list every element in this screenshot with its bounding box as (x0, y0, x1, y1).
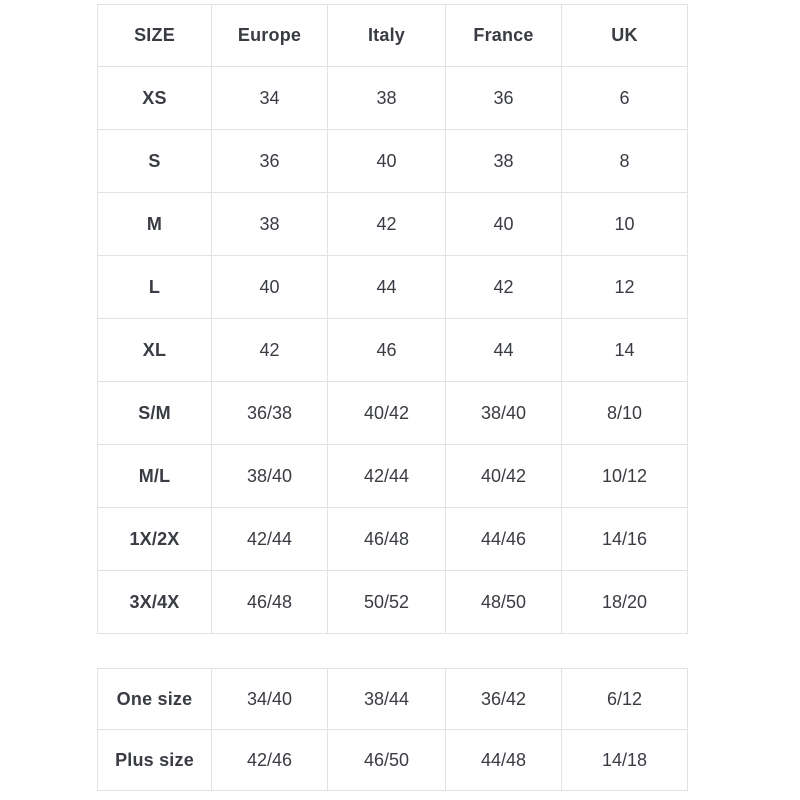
row-label: One size (98, 669, 212, 730)
size-cell: 34/40 (212, 669, 328, 730)
size-conversion-table (97, 4, 688, 634)
row-label: M (98, 193, 212, 256)
row-label: XL (98, 319, 212, 382)
size-cell: 42 (212, 319, 328, 382)
row-label: Plus size (98, 730, 212, 791)
size-cell: 40/42 (446, 445, 562, 508)
table-row (98, 730, 688, 791)
size-cell: 40/42 (328, 382, 446, 445)
table-row (98, 508, 688, 571)
size-cell: 34 (212, 67, 328, 130)
size-cell: 38 (328, 67, 446, 130)
row-label: M/L (98, 445, 212, 508)
size-cell: 42 (328, 193, 446, 256)
size-cell: 38/40 (212, 445, 328, 508)
size-cell: 10/12 (562, 445, 688, 508)
row-label: 3X/4X (98, 571, 212, 634)
column-header-europe: Europe (212, 5, 328, 67)
size-cell: 6/12 (562, 669, 688, 730)
size-cell: 36 (446, 67, 562, 130)
column-header-france: France (446, 5, 562, 67)
table-row (98, 571, 688, 634)
size-cell: 42 (446, 256, 562, 319)
table-header-row (98, 5, 688, 67)
table-row (98, 130, 688, 193)
size-cell: 50/52 (328, 571, 446, 634)
column-header-italy: Italy (328, 5, 446, 67)
size-cell: 38/44 (328, 669, 446, 730)
size-cell: 44 (446, 319, 562, 382)
size-cell: 46 (328, 319, 446, 382)
column-header-uk: UK (562, 5, 688, 67)
table-row (98, 319, 688, 382)
size-cell: 36/42 (446, 669, 562, 730)
row-label: 1X/2X (98, 508, 212, 571)
column-header-size: SIZE (98, 5, 212, 67)
size-cell: 42/44 (212, 508, 328, 571)
size-cell: 8 (562, 130, 688, 193)
size-cell: 18/20 (562, 571, 688, 634)
row-label: S/M (98, 382, 212, 445)
size-cell: 36/38 (212, 382, 328, 445)
size-cell: 42/46 (212, 730, 328, 791)
size-cell: 14/16 (562, 508, 688, 571)
size-cell: 40 (446, 193, 562, 256)
table-row (98, 67, 688, 130)
table-row (98, 382, 688, 445)
size-cell: 14 (562, 319, 688, 382)
table-row (98, 256, 688, 319)
size-cell: 40 (328, 130, 446, 193)
size-cell: 42/44 (328, 445, 446, 508)
size-cell: 14/18 (562, 730, 688, 791)
size-cell: 44/48 (446, 730, 562, 791)
size-cell: 48/50 (446, 571, 562, 634)
size-cell: 44/46 (446, 508, 562, 571)
special-sizes-table (97, 668, 688, 791)
size-cell: 38 (446, 130, 562, 193)
size-cell: 38/40 (446, 382, 562, 445)
size-cell: 38 (212, 193, 328, 256)
row-label: L (98, 256, 212, 319)
size-cell: 36 (212, 130, 328, 193)
size-cell: 46/48 (328, 508, 446, 571)
size-cell: 46/50 (328, 730, 446, 791)
size-cell: 46/48 (212, 571, 328, 634)
table-row (98, 193, 688, 256)
size-cell: 8/10 (562, 382, 688, 445)
row-label: S (98, 130, 212, 193)
size-cell: 6 (562, 67, 688, 130)
size-cell: 44 (328, 256, 446, 319)
table-row (98, 669, 688, 730)
size-cell: 10 (562, 193, 688, 256)
row-label: XS (98, 67, 212, 130)
size-cell: 12 (562, 256, 688, 319)
size-cell: 40 (212, 256, 328, 319)
table-row (98, 445, 688, 508)
